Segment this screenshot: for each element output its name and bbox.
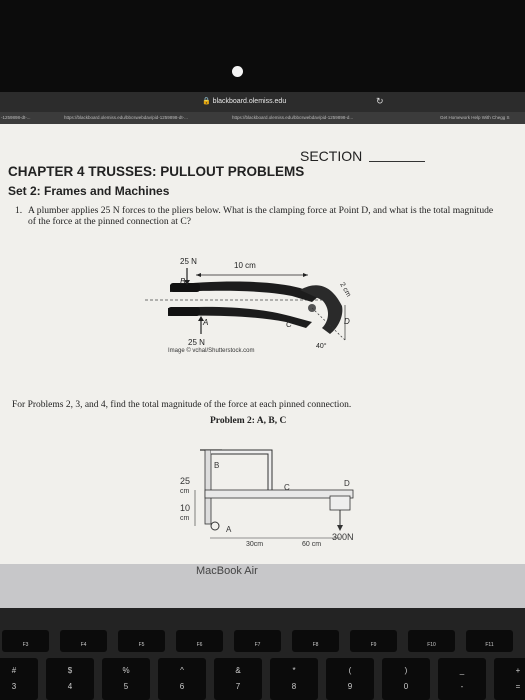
label-dimension: 10 cm xyxy=(234,261,256,270)
frame-label-30: 30cm xyxy=(246,541,264,548)
number-key-label: 3 xyxy=(11,682,17,691)
function-key[interactable] xyxy=(234,630,281,652)
function-key-label: F4 xyxy=(80,642,87,648)
number-key-label: 6 xyxy=(179,682,185,691)
number-key-label: 9 xyxy=(347,682,353,691)
function-key[interactable] xyxy=(60,630,107,652)
function-key[interactable] xyxy=(350,630,397,652)
function-key[interactable] xyxy=(408,630,455,652)
label-d: D xyxy=(344,317,350,326)
label-bottom-force: 25 N xyxy=(188,338,205,347)
number-key[interactable] xyxy=(0,658,38,700)
problems-intro: For Problems 2, 3, and 4, find the total magnitude of the force at each pinned connection. xyxy=(12,400,352,410)
frame-label-25: 25 xyxy=(180,476,191,486)
question-text: A plumber applies 25 N forces to the pliers below. What is the clamping force at Point D, and what is the total magnitude of the force at the pinned connection at C? xyxy=(28,205,494,227)
load-arrowhead xyxy=(337,525,343,531)
function-key[interactable] xyxy=(176,630,223,652)
url-label: blackboard.olemiss.edu xyxy=(212,98,287,105)
number-key[interactable] xyxy=(326,658,374,700)
number-key[interactable] xyxy=(158,658,206,700)
number-key[interactable] xyxy=(270,658,318,700)
question-number: 1. xyxy=(15,205,23,216)
frame-label-c: C xyxy=(284,483,290,492)
reload-icon[interactable]: ↻ xyxy=(376,96,384,106)
number-key-shift-label: * xyxy=(292,666,296,675)
frame-label-load: 300N xyxy=(332,532,354,542)
tab-2[interactable]: https://blackboard.olemiss.edu/bbcswebdav/pid-1259898-dt-... xyxy=(64,115,188,120)
label-b: B xyxy=(180,277,186,286)
number-key-shift-label: + xyxy=(515,666,521,675)
frame-label-10-unit: cm xyxy=(180,515,190,522)
problem-2-title: Problem 2: A, B, C xyxy=(210,416,287,426)
function-key-label: F8 xyxy=(312,642,319,648)
number-key-label: - xyxy=(460,682,464,691)
laptop-chin xyxy=(0,564,525,608)
section-label: SECTION xyxy=(300,148,363,164)
function-key-label: F7 xyxy=(254,642,261,648)
member-upper-inner xyxy=(211,452,270,490)
set-title: Set 2: Frames and Machines xyxy=(8,184,170,198)
number-key-shift-label: $ xyxy=(67,666,73,675)
number-key-shift-label: _ xyxy=(459,666,465,675)
function-key-label: F6 xyxy=(196,642,203,648)
number-key-label: = xyxy=(515,682,521,691)
frame-label-b: B xyxy=(214,461,220,470)
frame-label-10: 10 xyxy=(180,503,191,513)
laptop-bezel xyxy=(0,0,525,98)
number-key-shift-label: # xyxy=(11,666,17,675)
number-key-shift-label: % xyxy=(122,666,130,675)
chapter-title: CHAPTER 4 TRUSSES: PULLOUT PROBLEMS xyxy=(8,164,305,179)
dim-arrow-right xyxy=(303,273,308,277)
number-key-shift-label: ) xyxy=(404,666,408,675)
support-a xyxy=(211,522,219,530)
dim-arrow-left xyxy=(196,273,201,277)
number-key[interactable] xyxy=(214,658,262,700)
frame-label-a: A xyxy=(226,525,232,534)
function-key-label: F10 xyxy=(427,642,436,648)
number-key-shift-label: & xyxy=(235,666,241,675)
function-key-label: F9 xyxy=(370,642,377,648)
tab-3[interactable]: https://blackboard.olemiss.edu/bbcswebdav/pid-1259898-d... xyxy=(232,115,354,120)
label-top-force: 25 N xyxy=(180,257,197,266)
function-key-label: F3 xyxy=(22,642,29,648)
brand-label: MacBook Air xyxy=(196,565,258,577)
image-credit: Image © vchal/Shutterstock.com xyxy=(168,348,255,354)
number-key-shift-label: ( xyxy=(348,666,352,675)
pulley-d xyxy=(330,496,350,510)
label-angle: 40° xyxy=(316,343,327,350)
function-key[interactable] xyxy=(118,630,165,652)
number-key-label: 0 xyxy=(403,682,409,691)
number-key[interactable] xyxy=(102,658,150,700)
tab-1[interactable]: -1259898-dt-... xyxy=(1,115,31,120)
tab-4[interactable]: Get Homework Help With Chegg S xyxy=(440,115,510,120)
number-key[interactable] xyxy=(494,658,525,700)
camera-icon xyxy=(232,66,243,77)
section-blank-line xyxy=(369,161,425,162)
number-key-label: 7 xyxy=(235,682,241,691)
label-c: C xyxy=(286,320,292,329)
frame-label-25-unit: cm xyxy=(180,488,190,495)
lower-grip xyxy=(168,307,200,316)
number-key[interactable] xyxy=(438,658,486,700)
member-vertical xyxy=(205,450,211,524)
tab-strip xyxy=(0,112,525,124)
number-key-label: 8 xyxy=(291,682,297,691)
frame-diagram xyxy=(0,440,525,564)
url-text[interactable] xyxy=(202,97,286,105)
number-key-shift-label: ^ xyxy=(180,666,184,675)
lock-icon: 🔒 xyxy=(202,98,211,105)
pliers-diagram xyxy=(0,250,525,360)
function-key[interactable] xyxy=(2,630,49,652)
member-upper xyxy=(211,452,270,490)
number-key[interactable] xyxy=(46,658,94,700)
function-key[interactable] xyxy=(466,630,513,652)
number-key[interactable] xyxy=(382,658,430,700)
frame-label-d: D xyxy=(344,479,350,488)
label-jaw: 2 cm xyxy=(338,281,352,299)
function-key-label: F11 xyxy=(485,642,494,648)
number-key-label: 5 xyxy=(123,682,129,691)
function-key-label: F5 xyxy=(138,642,145,648)
number-key-label: 4 xyxy=(67,682,73,691)
function-key[interactable] xyxy=(292,630,339,652)
frame-label-60: 60 cm xyxy=(302,541,322,548)
label-a: A xyxy=(203,318,209,327)
